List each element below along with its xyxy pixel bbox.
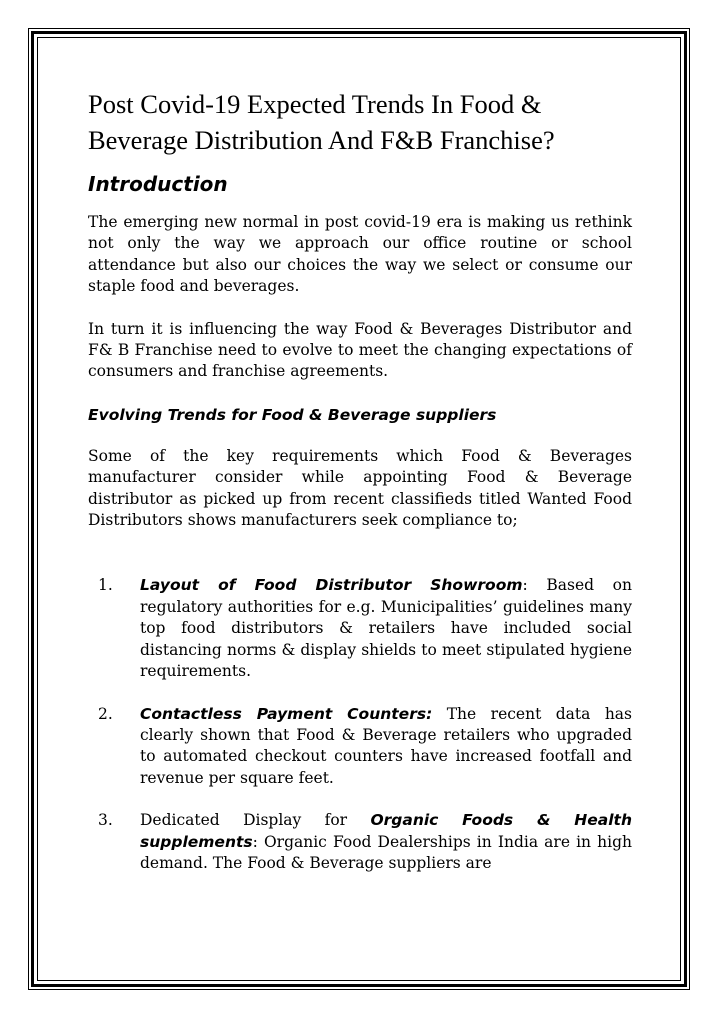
intro-paragraph-1: The emerging new normal in post covid-19 era is making us rethink not only the way we approach our office routine or school attendance but also our choices the way we select or consume our staple food and beverages. [88, 213, 632, 296]
list-number: 3. [98, 811, 113, 830]
list-item-text: The recent data has clearly shown that Food & Beverage retailers who upgraded to automated checkout counters have increased footfall and revenue per square feet. [140, 704, 632, 787]
list-item-text: : Organic Food Dealerships in India are in high demand. The Food & Beverage suppliers are [140, 832, 632, 872]
list-item [88, 810, 632, 874]
evolving-trends-heading: Evolving Trends for Food & Beverage suppliers [88, 405, 497, 424]
list-item [88, 575, 632, 682]
list-item-label: Organic Foods & Health supplements [140, 811, 632, 851]
list-number: 2. [98, 704, 113, 723]
list-number: 1. [98, 576, 113, 595]
document-title: Post Covid-19 Expected Trends In Food & Beverage Distribution And F&B Franchise? [88, 89, 555, 155]
list-item-text: : Based on regulatory authorities for e.g. Municipalities’ guidelines many top food distributors & retailers have included social distancing norms & display shields to meet stipulated hygiene requirements. [140, 576, 632, 681]
list-item-label: Layout of Food Distributor Showroom [140, 576, 523, 595]
list-item [88, 704, 632, 790]
intro-paragraph-2: In turn it is influencing the way Food & Beverages Distributor and F& B Franchise need to evolve to meet the changing expectations of consumers and franchise agreements. [88, 319, 632, 381]
requirements-paragraph: Some of the key requirements which Food & Beverages manufacturer consider while appointing Food & Beverage distributor as picked up from recent classifieds titled Wanted Food Distributors shows manufacturers seek compliance to; [88, 446, 632, 530]
requirements-list [88, 575, 632, 874]
list-item-prefix: Dedicated Display for [140, 811, 371, 830]
document-body [88, 86, 632, 895]
list-item-label: Contactless Payment Counters: [140, 704, 433, 723]
introduction-heading: Introduction [88, 172, 228, 196]
